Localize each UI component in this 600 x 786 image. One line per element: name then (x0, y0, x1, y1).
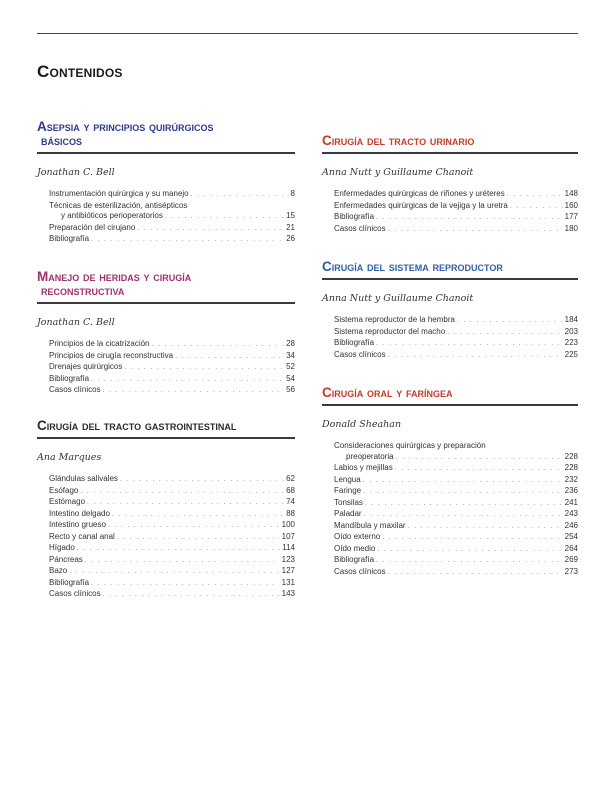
leader-dots (382, 533, 562, 544)
toc-entry-label: Casos clínicos (49, 589, 101, 598)
toc-entry[interactable] (49, 566, 295, 578)
leader-dots (408, 522, 563, 533)
toc-entry-label: Bibliografía (334, 212, 375, 221)
leader-dots (124, 363, 284, 374)
toc-entry[interactable] (334, 509, 578, 521)
toc-entry-label: Esófago (49, 485, 79, 495)
toc-entry-label: Principios de la cicatrización (49, 339, 150, 348)
toc-entry[interactable] (49, 543, 295, 555)
toc-entry-page: 15 (286, 211, 295, 220)
toc-entry[interactable] (334, 338, 578, 350)
toc-entry-label: preoperatoria (346, 451, 394, 461)
leader-dots (87, 498, 284, 509)
section-title-line2: básicos (41, 133, 83, 148)
section-title[interactable] (37, 419, 295, 439)
toc-entry[interactable] (334, 452, 578, 464)
toc-entry[interactable] (334, 475, 578, 487)
leader-dots (510, 202, 563, 213)
toc-entry[interactable] (49, 339, 295, 351)
toc-entry-page: 264 (564, 543, 578, 553)
toc-entry[interactable] (334, 486, 578, 498)
leader-dots (108, 521, 280, 532)
section-reproductor (322, 260, 578, 361)
toc-entry-label: Mandíbula y maxilar (334, 520, 406, 530)
toc-entry[interactable] (49, 474, 295, 486)
section-author: Donald Sheahan (322, 419, 402, 430)
toc-entry-page: 54 (286, 373, 295, 383)
section-title[interactable] (322, 260, 578, 280)
toc-entry-label: Bibliografía (49, 577, 90, 587)
toc-entry-label: Recto y canal anal (49, 531, 115, 541)
toc-entry-label: y antibióticos perioperatorios (61, 211, 163, 220)
toc-entry[interactable] (49, 497, 295, 509)
toc-entry-label: Sistema reproductor del macho (334, 326, 446, 336)
toc-entry-label: Bibliografía (49, 234, 90, 243)
toc-entry-page: 26 (286, 234, 295, 243)
toc-entry[interactable] (334, 567, 578, 579)
toc-entry[interactable] (334, 498, 578, 510)
section-author: Jonathan C. Bell (37, 317, 115, 328)
section-gastro (37, 419, 295, 601)
toc-entry[interactable] (49, 362, 295, 374)
toc-entry-label: Tonsilas (334, 497, 363, 507)
section-asepsia (37, 120, 295, 246)
section-oral (322, 386, 578, 578)
toc-entry[interactable] (49, 385, 295, 397)
toc-entry-label: Sistema reproductor de la hembra (334, 315, 455, 324)
leader-dots (377, 545, 562, 556)
leader-dots (91, 375, 284, 386)
section-author: Ana Marques (37, 452, 102, 463)
toc-entry[interactable] (334, 350, 578, 362)
section-title-line2: reconstructiva (41, 283, 125, 298)
toc-entry-label: Enfermedades quirúrgicas de riñones y uréteres (334, 189, 505, 198)
toc-entry-label: Instrumentación quirúrgica y su manejo (49, 189, 189, 198)
toc-entry-label: Drenajes quirúrgicos (49, 362, 123, 371)
leader-dots (447, 328, 562, 339)
toc-entry-page: 177 (564, 212, 578, 221)
toc-entry[interactable] (49, 223, 295, 235)
leader-dots (376, 339, 563, 350)
leader-dots (365, 499, 563, 510)
toc-entry[interactable] (49, 578, 295, 590)
toc-entry-label: Bibliografía (334, 338, 375, 347)
toc-entry-page: 273 (564, 566, 578, 576)
toc-entry[interactable] (334, 224, 578, 236)
toc-entry-label: Principios de cirugía reconstructiva (49, 350, 174, 360)
leader-dots (137, 224, 284, 235)
toc-entry-label: Enfermedades quirúrgicas de la vejiga y la uretra (334, 200, 508, 210)
toc-entry[interactable] (334, 441, 578, 452)
leader-dots (363, 487, 563, 498)
leader-dots (77, 544, 280, 555)
leader-dots (103, 590, 280, 601)
toc-entry[interactable] (334, 189, 578, 201)
toc-entry[interactable] (49, 509, 295, 521)
toc-entry-page: 236 (564, 486, 578, 495)
section-title[interactable] (322, 386, 578, 406)
toc-entry-label: Casos clínicos (334, 566, 386, 576)
toc-entry[interactable] (334, 212, 578, 224)
toc-entry-label: Páncreas (49, 554, 83, 564)
toc-entry-label: Casos clínicos (49, 385, 101, 394)
toc-entry-label: Casos clínicos (334, 223, 386, 233)
toc-entry-label: Oído medio (334, 543, 376, 553)
toc-entry-label: Estómago (49, 497, 86, 506)
toc-entry-page: 228 (564, 463, 578, 472)
section-heridas (37, 270, 295, 397)
toc-entry-page: 160 (564, 200, 578, 210)
entry-list (37, 339, 295, 397)
toc-entry[interactable] (49, 234, 295, 246)
toc-entry-label: Consideraciones quirúrgicas y preparación (334, 441, 486, 450)
toc-entry-label: Técnicas de esterilización, antisépticos (49, 200, 188, 210)
leader-dots (165, 212, 284, 223)
toc-entry-label: Bazo (49, 566, 68, 575)
leader-dots (103, 386, 285, 397)
toc-entry[interactable] (49, 532, 295, 544)
section-title-line1: Cirugía del tracto urinario (322, 133, 475, 148)
toc-entry[interactable] (334, 521, 578, 533)
toc-entry[interactable] (334, 544, 578, 556)
entry-list (322, 189, 578, 235)
leader-dots (364, 510, 563, 521)
leader-dots (91, 235, 284, 246)
toc-entry[interactable] (334, 555, 578, 567)
leader-dots (175, 352, 284, 363)
toc-entry-page: 127 (281, 566, 295, 575)
toc-entry-page: 114 (282, 543, 295, 552)
toc-entry[interactable] (334, 201, 578, 213)
entry-list (322, 441, 578, 578)
toc-entry-page: 100 (281, 520, 295, 529)
toc-entry-page: 74 (286, 497, 295, 506)
leader-dots (120, 475, 284, 486)
section-author: Anna Nutt y Guillaume Chanoit (322, 167, 474, 178)
toc-entry[interactable] (49, 374, 295, 386)
toc-entry[interactable] (49, 555, 295, 567)
toc-entry-page: 8 (290, 189, 295, 198)
toc-entry[interactable] (49, 189, 295, 201)
leader-dots (507, 190, 563, 201)
toc-entry-label: Bibliografía (49, 373, 90, 383)
leader-dots (388, 351, 563, 362)
leader-dots (69, 567, 279, 578)
leader-dots (388, 225, 563, 236)
toc-entry-page: 123 (281, 554, 295, 564)
leader-dots (376, 556, 563, 567)
section-title[interactable] (37, 270, 295, 304)
toc-entry-page: 148 (564, 189, 578, 198)
toc-entry-label: Bibliografía (334, 555, 375, 564)
leader-dots (112, 510, 284, 521)
toc-entry[interactable] (49, 201, 295, 212)
toc-entry[interactable] (334, 327, 578, 339)
toc-entry-page: 68 (286, 485, 295, 495)
toc-entry-page: 184 (564, 315, 578, 324)
section-title[interactable] (37, 120, 295, 154)
toc-entry-page: 241 (564, 497, 578, 507)
leader-dots (395, 464, 563, 475)
toc-entry[interactable] (334, 315, 578, 327)
section-title-line1: Cirugía del tracto gastrointestinal (37, 418, 237, 433)
section-title-line1: Manejo de heridas y cirugía (37, 269, 192, 284)
leader-dots (85, 556, 280, 567)
section-urinario (322, 134, 578, 235)
leader-dots (152, 340, 285, 351)
toc-entry-label: Paladar (334, 509, 362, 518)
toc-entry-page: 34 (286, 350, 295, 360)
toc-entry[interactable] (334, 532, 578, 544)
toc-entry-page: 107 (281, 531, 295, 541)
section-title-line1: Cirugía del sistema reproductor (322, 259, 503, 274)
toc-entry-label: Casos clínicos (334, 349, 386, 359)
toc-entry-page: 180 (564, 223, 578, 233)
toc-entry-page: 225 (564, 349, 578, 359)
leader-dots (457, 316, 563, 327)
toc-entry-label: Intestino delgado (49, 508, 110, 518)
toc-entry-label: Lengua (334, 474, 361, 484)
leader-dots (191, 190, 289, 201)
toc-entry-page: 62 (286, 474, 295, 483)
toc-entry-page: 269 (564, 555, 578, 564)
toc-entry-page: 131 (281, 577, 295, 587)
leader-dots (388, 568, 563, 579)
toc-entry[interactable] (49, 589, 295, 601)
section-title-line1: Asepsia y principios quirúrgicos (37, 119, 214, 134)
toc-entry-page: 56 (286, 385, 295, 394)
entry-list (322, 315, 578, 361)
top-rule (37, 33, 578, 34)
toc-entry-page: 223 (564, 338, 578, 347)
page-title: Contenidos (37, 62, 123, 81)
toc-entry-label: Oído externo (334, 532, 381, 541)
toc-entry-label: Hígado (49, 543, 75, 552)
toc-entry-page: 28 (286, 339, 295, 348)
toc-entry[interactable] (334, 463, 578, 475)
toc-entry-label: Glándulas salivales (49, 474, 118, 483)
toc-entry-page: 254 (564, 532, 578, 541)
toc-entry-page: 232 (564, 474, 578, 484)
toc-entry[interactable] (49, 520, 295, 532)
toc-entry-page: 52 (286, 362, 295, 371)
section-title-line1: Cirugía oral y faríngea (322, 385, 453, 400)
leader-dots (363, 476, 563, 487)
toc-entry-page: 228 (564, 451, 578, 461)
entry-list (37, 474, 295, 601)
section-title[interactable] (322, 134, 578, 154)
leader-dots (80, 487, 284, 498)
toc-entry-page: 203 (564, 326, 578, 336)
leader-dots (396, 453, 563, 464)
leader-dots (91, 579, 280, 590)
toc-entry[interactable] (49, 211, 295, 223)
toc-entry-label: Intestino grueso (49, 520, 106, 529)
toc-entry-page: 243 (564, 509, 578, 518)
entry-list (37, 189, 295, 246)
toc-entry-label: Preparación del cirujano (49, 222, 136, 232)
section-author: Anna Nutt y Guillaume Chanoit (322, 293, 474, 304)
toc-entry-page: 246 (564, 520, 578, 530)
leader-dots (376, 213, 563, 224)
toc-entry-page: 21 (286, 222, 295, 232)
toc-entry[interactable] (49, 351, 295, 363)
leader-dots (117, 533, 280, 544)
toc-entry-page: 88 (286, 508, 295, 518)
toc-entry[interactable] (49, 486, 295, 498)
section-author: Jonathan C. Bell (37, 167, 115, 178)
toc-entry-label: Labios y mejillas (334, 463, 393, 472)
toc-entry-label: Faringe (334, 486, 362, 495)
toc-entry-page: 143 (281, 589, 295, 598)
